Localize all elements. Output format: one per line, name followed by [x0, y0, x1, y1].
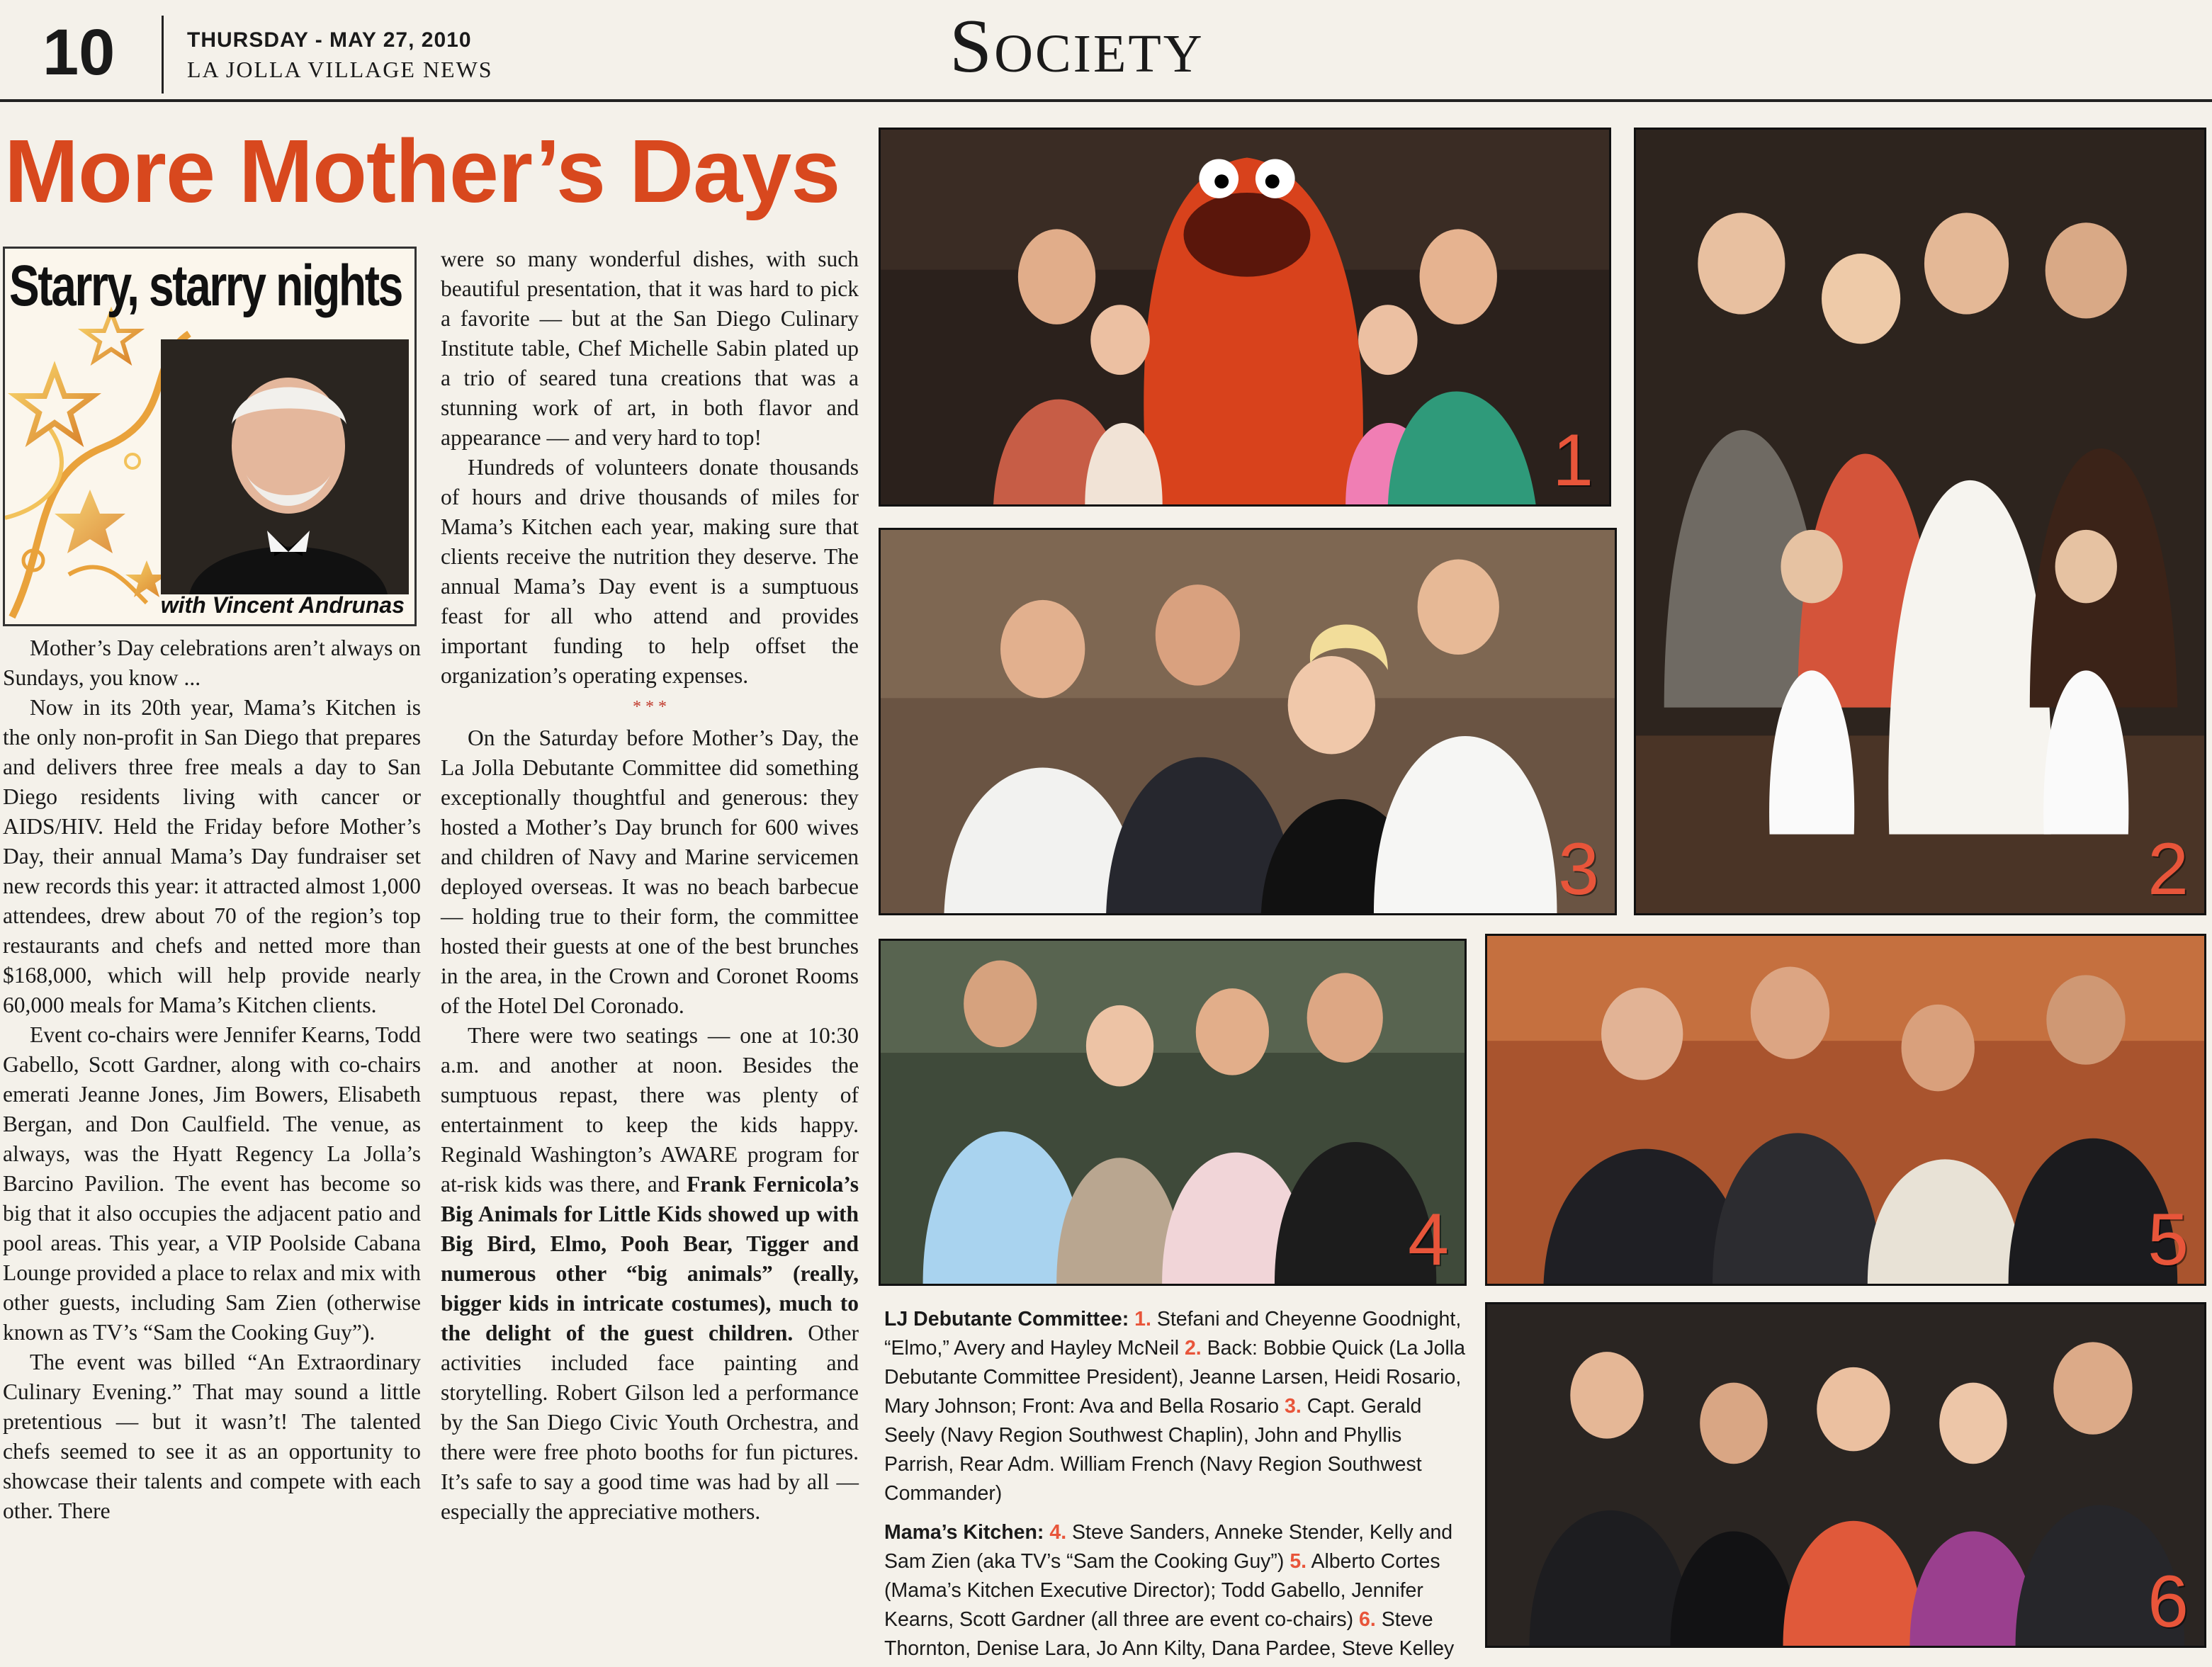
- caption-text: Capt. Gerald Seely (Navy Region Southwest Chaplin), John and Phyllis Parrish, Rear Adm. William French (Navy Region Southwest Commander): [884, 1395, 1422, 1505]
- article-text: There were two seatings — one at 10:30 a.m. and another at noon. Besides the sumptuous repast, there was plenty of entertainment to keep the kids happy. Reginald Washington’s AWARE program for at-risk kids was there, and: [441, 1023, 859, 1197]
- caption-group-title: LJ Debutante Committee:: [884, 1308, 1129, 1330]
- column-byline: with Vincent Andrunas: [160, 592, 405, 618]
- photo-5: [1485, 934, 2206, 1286]
- caption-text: Steve Sanders, Anneke Stender, Kelly and Sam Zien (aka TV’s “Sam the Cooking Guy”): [884, 1521, 1453, 1573]
- article-text: Other activities included face painting and storytelling. Robert Gilson led a performance by the San Diego Civic Youth Orchestra, and there were free photo booths for fun pictures. It’s safe to say a good time was had by all — especially the appreciative mothers.: [441, 1321, 859, 1524]
- article-paragraph: [441, 1021, 859, 1527]
- section-title: Society: [949, 4, 1204, 89]
- photo-6-number: 6: [2148, 1561, 2189, 1643]
- masthead-divider: [162, 16, 164, 94]
- photo-captions: [884, 1305, 1465, 1667]
- columnist-photo: [161, 339, 409, 594]
- photo-2-number: 2: [2148, 828, 2189, 910]
- article-paragraph: Hundreds of volunteers donate thousands of hours and drive thousands of miles for Mama’s Kitchen each year, making sure that clients receive the nutrition they deserve. The annual Mama’s Day event is a sumptuous feast for all who attend and provides important funding to help offset the organization’s operating expenses.: [441, 455, 859, 688]
- article-bold-text: Frank Fernicola’s Big Animals for Little Kids showed up with Big Bird, Elmo, Pooh Bear, Tigger and numerous other “big animals” (really, bigger kids in intricate costumes), much to the delight of the guest children.: [441, 1172, 859, 1345]
- photo-4: [879, 939, 1467, 1286]
- photo-5-number: 5: [2148, 1199, 2189, 1281]
- photo-1-image: [881, 130, 1609, 504]
- article-column-middle: [441, 244, 859, 1658]
- article-paragraph: Now in its 20th year, Mama’s Kitchen is the only non-profit in San Diego that prepares and delivers three free meals a day to San Diego residents living with cancer or AIDS/HIV. Held the Friday before Mother’s Day, their annual Mama’s Day fundraiser set new records this year: it attracted almost 1,000 attendees, drew about 70 of the region’s top restaurants and chefs and netted more than $168,000, which will help provide nearly 60,000 meals for Mama’s Kitchen clients.: [3, 695, 421, 1017]
- photo-6-image: [1487, 1304, 2204, 1646]
- photo-3-number: 3: [1558, 828, 1599, 910]
- caption-text: Stefani and Cheyenne Goodnight, “Elmo,” Avery and Hayley McNeil: [884, 1308, 1462, 1360]
- caption-number: 2.: [1184, 1337, 1202, 1360]
- caption-text: Alberto Cortes (Mama’s Kitchen Executive Director); Todd Gabello, Jennifer Kearns, Scott Gardner (all three are event co-chairs): [884, 1550, 1440, 1631]
- column-title: Starry, starry nights: [9, 254, 402, 318]
- photo-1-number: 1: [1552, 419, 1593, 502]
- article-paragraph: The event was billed “An Extraordinary Culinary Evening.” That may sound a little pretentious — but it wasn’t! The talented chefs seemed to see it as an opportunity to showcase their talents and compete with each other. There: [3, 1350, 421, 1523]
- photo-2-image: [1636, 130, 2204, 913]
- photo-4-number: 4: [1408, 1199, 1449, 1281]
- issue-date: THURSDAY - MAY 27, 2010: [187, 28, 472, 52]
- paper-name: LA JOLLA VILLAGE NEWS: [187, 57, 493, 82]
- photo-3-image: [881, 530, 1615, 913]
- caption-group-debutante: [884, 1305, 1465, 1508]
- headline: More Mother’s Days: [4, 121, 840, 221]
- article-paragraph: On the Saturday before Mother’s Day, the La Jolla Debutante Committee did something exceptionally thoughtful and generous: they hosted a Mother’s Day brunch for 600 wives and children of Navy and Marine servicemen deployed overseas. It was no beach barbecue — holding true to their form, the committee hosted their guests at one of the best brunches in the area, in the Crown and Coronet Rooms of the Hotel Del Coronado.: [441, 725, 859, 1018]
- photo-5-image: [1487, 936, 2204, 1284]
- article-paragraph: were so many wonderful dishes, with such beautiful presentation, that it was hard to pick a favorite — but at the San Diego Culinary Institute table, Chef Michelle Sabin plated up a trio of seared tuna creations that was a stunning work of art, in both flavor and appearance — and very hard to top!: [441, 247, 859, 450]
- page-number: 10: [43, 16, 115, 89]
- masthead-rule: [0, 99, 2212, 102]
- article-column-left: [3, 633, 421, 1657]
- caption-number: 4.: [1049, 1521, 1067, 1544]
- photo-2: [1634, 128, 2206, 915]
- column-logo: [3, 247, 417, 626]
- photo-6: [1485, 1302, 2206, 1648]
- article-paragraph: Event co-chairs were Jennifer Kearns, Todd Gabello, Scott Gardner, along with co-chairs emerati Jeanne Jones, Jim Bowers, Elisabeth Bergan, and Don Caulfield. The venue, as always, was the Hyatt Regency La Jolla’s Barcino Pavilion. The event has become so big that it also occupies the adjacent patio and pool areas. This year, a VIP Poolside Cabana Lounge provided a place to relax and mix with other guests, including Sam Zien (otherwise known as TV’s “Sam the Cooking Guy”).: [3, 1022, 421, 1345]
- caption-group-title: Mama’s Kitchen:: [884, 1521, 1044, 1544]
- article-paragraph: Mother’s Day celebrations aren’t always on Sundays, you know ...: [3, 635, 421, 690]
- caption-number: 5.: [1290, 1550, 1307, 1573]
- photo-1: [879, 128, 1611, 507]
- section-separator: * * *: [633, 698, 667, 716]
- caption-text: Back: Bobbie Quick (La Jolla Debutante Committee President), Jeanne Larsen, Heidi Rosario, Mary Johnson; Front: Ava and Bella Rosario: [884, 1337, 1465, 1418]
- photo-4-image: [881, 941, 1465, 1284]
- photo-3: [879, 528, 1617, 915]
- caption-group-mamas-kitchen: [884, 1518, 1465, 1663]
- caption-text: Steve Thornton, Denise Lara, Jo Ann Kilty, Dana Pardee, Steve Kelley: [884, 1608, 1455, 1660]
- caption-number: 6.: [1359, 1608, 1376, 1631]
- caption-number: 1.: [1134, 1308, 1151, 1330]
- caption-number: 3.: [1285, 1395, 1302, 1418]
